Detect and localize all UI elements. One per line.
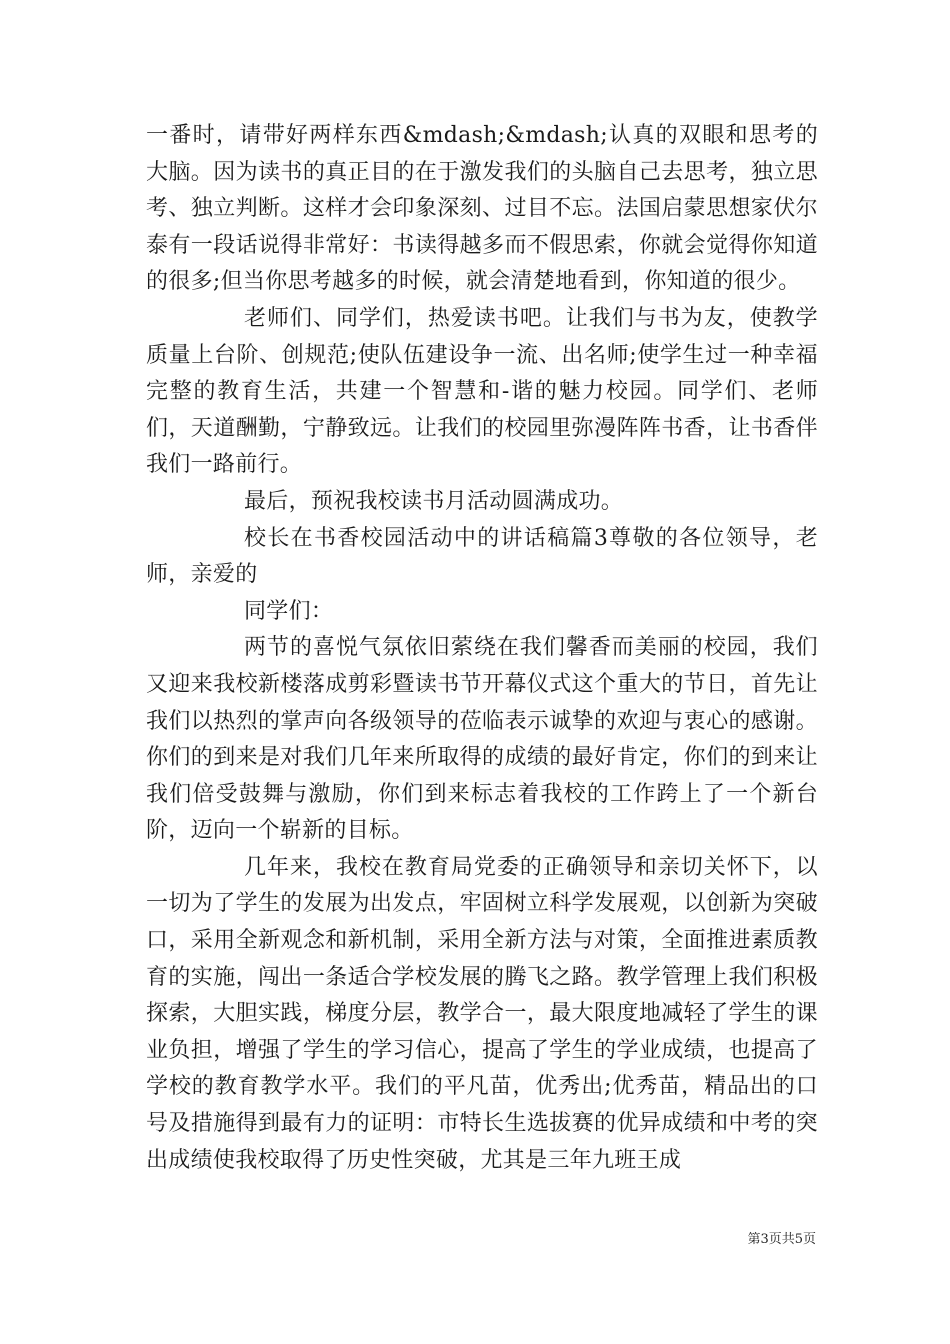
document-body	[146, 118, 818, 1179]
paragraph-6: 两节的喜悦气氛依旧萦绕在我们馨香而美丽的校园，我们又迎来我校新楼落成剪彩暨读书节开幕仪式这个重大的节日，首先让我们以热烈的掌声向各级领导的莅临表示诚挚的欢迎与衷心的感谢。你们的到来是对我们几年来所取得的成绩的最好肯定，你们的到来让我们倍受鼓舞与激励，你们到来标志着我校的工作跨上了一个新台阶，迈向一个崭新的目标。	[146, 635, 818, 844]
paragraph-1: 一番时，请带好两样东西&mdash;&mdash;认真的双眼和思考的大脑。因为读书的真正目的在于激发我们的头脑自己去思考，独立思考、独立判断。这样才会印象深刻、过目不忘。法国启蒙思想家伏尔泰有一段话说得非常好：书读得越多而不假思索，你就会觉得你知道的很多;但当你思考越多的时候，就会清楚地看到，你知道的很少。	[146, 123, 818, 295]
paragraph-2: 老师们、同学们，热爱读书吧。让我们与书为友，使教学质量上台阶、创规范;使队伍建设争一流、出名师;使学生过一种幸福完整的教育生活，共建一个智慧和-谐的魅力校园。同学们、老师们，天道酬勤，宁静致远。让我们的校园里弥漫阵阵书香，让书香伴我们一路前行。	[146, 305, 818, 478]
paragraph-7: 几年来，我校在教育局党委的正确领导和亲切关怀下，以一切为了学生的发展为出发点，牢固树立科学发展观，以创新为突破口，采用全新观念和新机制，采用全新方法与对策，全面推进素质教育的实施，闯出一条适合学校发展的腾飞之路。教学管理上我们积极探索，大胆实践，梯度分层，教学合一，最大限度地减轻了学生的课业负担，增强了学生的学习信心，提高了学生的学业成绩，也提高了学校的教育教学水平。我们的平凡苗，优秀出;优秀苗，精品出的口号及措施得到最有力的证明：市特长生选拔赛的优异成绩和中考的突出成绩使我校取得了历史性突破，尤其是三年九班王成	[146, 854, 818, 1173]
paragraph-5: 同学们：	[244, 598, 334, 624]
page-number: 第3页共5页	[747, 1232, 816, 1247]
paragraph-3: 最后，预祝我校读书月活动圆满成功。	[244, 488, 624, 514]
paragraph-4: 校长在书香校园活动中的讲话稿篇3尊敬的各位领导，老师，亲爱的	[146, 525, 818, 588]
